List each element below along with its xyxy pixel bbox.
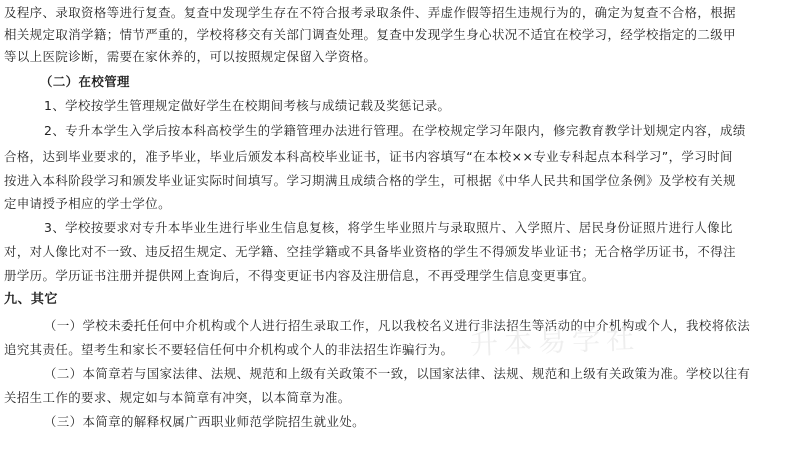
- section-subheading: （二）在校管理: [40, 74, 130, 89]
- paragraph-line: （一）学校未委托任何中介机构或个人进行招生录取工作，凡以我校名义进行非法招生等活动的中介机构或个人，我校将依法: [44, 318, 751, 333]
- paragraph-line: 追究其责任。望考生和家长不要轻信任何中介机构或个人的非法招生诈骗行为。: [4, 342, 454, 357]
- paragraph-line: 对，对人像比对不一致、违反招生规定、无学籍、空挂学籍或不具备毕业资格的学生不得颁发毕业证书；无合格学历证书，不得注: [4, 244, 736, 259]
- paragraph-line: 3、学校按要求对专升本毕业生进行毕业生信息复核，将学生毕业照片与录取照片、入学照片、居民身份证照片进行人像比: [44, 220, 733, 235]
- paragraph-line: 等以上医院诊断，需要在家休养的，可以按照规定保留入学资格。: [4, 49, 377, 64]
- paragraph-line: 关招生工作的要求、规定如与本简章有冲突，以本简章为准。: [4, 390, 351, 405]
- paragraph-line: 1、学校按学生管理规定做好学生在校期间考核与成绩记载及奖惩记录。: [44, 98, 451, 113]
- paragraph-line: 按进入本科阶段学习和颁发毕业证实际时间填写。学习期满且成绩合格的学生，可根据《中华人民共和国学位条例》及学校有关规: [4, 173, 736, 188]
- paragraph-line: 合格，达到毕业要求的，准予毕业，毕业后颁发本科高校毕业证书，证书内容填写“在本校××专业专科起点本科学习”，学习时间: [4, 149, 733, 164]
- paragraph-line: 册学历。学历证书注册并提供网上查询后，不得变更证书内容及注册信息，不再受理学生信息变更事宜。: [4, 268, 595, 283]
- paragraph-line: （三）本简章的解释权属广西职业师范学院招生就业处。: [44, 414, 366, 429]
- paragraph-line: 定申请授予相应的学士学位。: [4, 196, 171, 211]
- paragraph-line: （二）本简章若与国家法律、法规、规范和上级有关政策不一致，以国家法律、法规、规范和上级有关政策为准。学校以往有: [44, 366, 751, 381]
- paragraph-line: 2、专升本学生入学后按本科高校学生的学籍管理办法进行管理。在学校规定学习年限内，修完教育教学计划规定内容，成绩: [44, 123, 746, 138]
- section-heading: 九、其它: [4, 292, 58, 307]
- watermark: 升本易学社: [469, 322, 641, 361]
- paragraph-line: 及程序、录取资格等进行复查。复查中发现学生存在不符合报考录取条件、弄虚作假等招生违规行为的，确定为复查不合格，根据: [4, 5, 736, 20]
- paragraph-line: 相关规定取消学籍；情节严重的，学校将移交有关部门调查处理。复查中发现学生身心状况不适宜在校学习，经学校指定的二级甲: [4, 27, 736, 42]
